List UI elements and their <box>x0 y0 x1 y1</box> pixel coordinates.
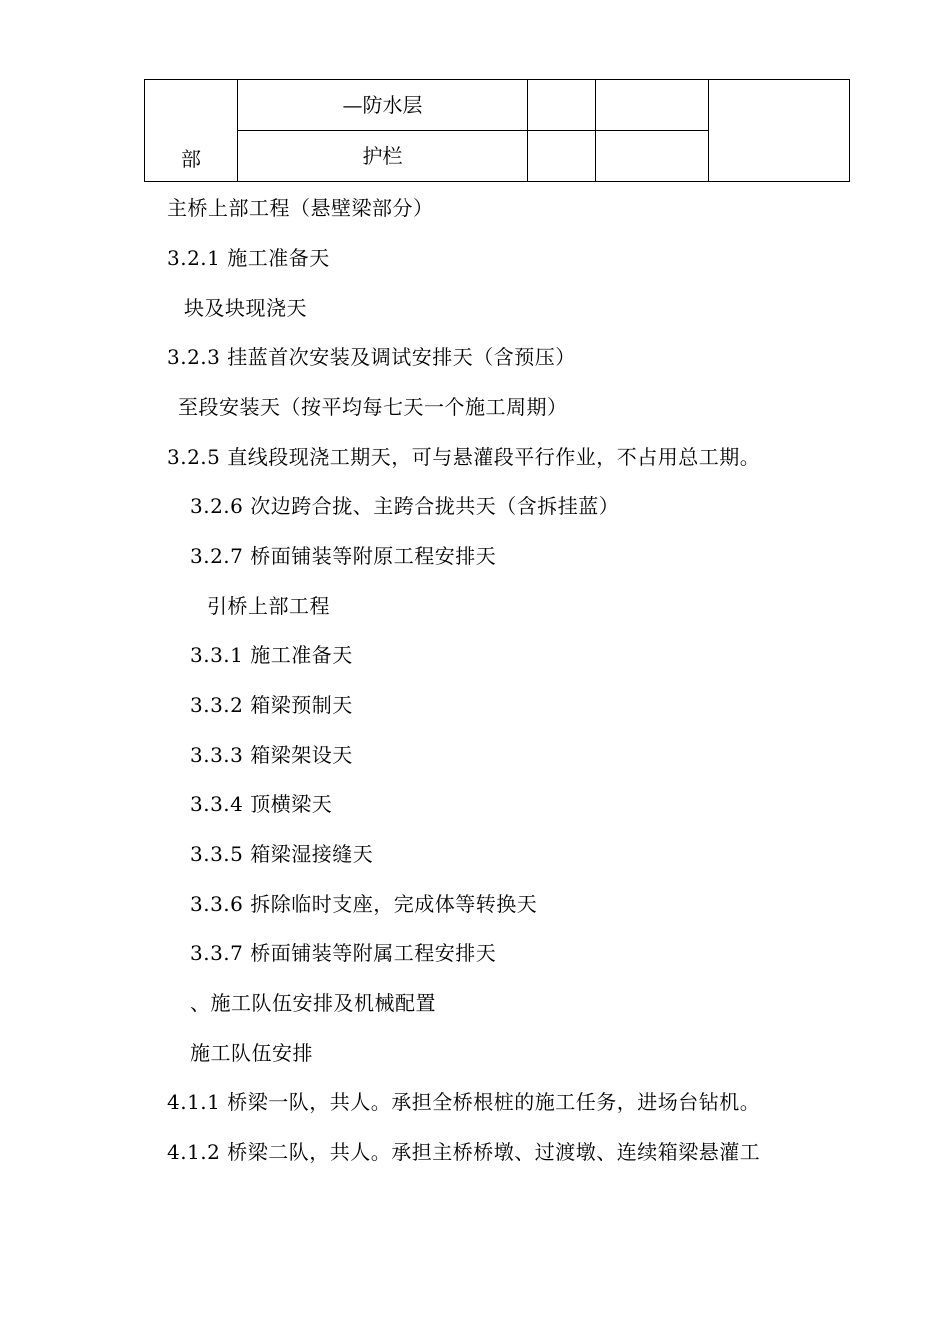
paragraph-line: 3.3.2 箱梁预制天 <box>190 693 353 717</box>
paragraph-line: 3.2.5 直线段现浇工期天，可与悬灌段平行作业，不占用总工期。 <box>167 445 761 469</box>
paragraph-line: 3.2.1 施工准备天 <box>167 246 330 270</box>
table-cell-item: 护栏 <box>238 131 528 182</box>
section-heading: 、施工队伍安排及机械配置 <box>190 991 436 1015</box>
table-cell-empty <box>709 80 850 182</box>
paragraph-line: 3.2.6 次边跨合拢、主跨合拢共天（含拆挂蓝） <box>190 494 620 518</box>
section-heading: 引桥上部工程 <box>207 594 330 618</box>
paragraph-line: 3.3.4 顶横梁天 <box>190 792 333 816</box>
paragraph-line: 3.3.7 桥面铺装等附属工程安排天 <box>190 941 497 965</box>
table-cell-empty <box>596 131 709 182</box>
paragraph-line: 3.3.5 箱梁湿接缝天 <box>190 842 374 866</box>
table-row <box>145 80 850 131</box>
table-cell-item: —防水层 <box>238 80 528 131</box>
paragraph-line: 4.1.1 桥梁一队，共人。承担全桥根桩的施工任务，进场台钻机。 <box>167 1090 761 1114</box>
table-cell-empty <box>528 131 596 182</box>
table-cell-empty <box>596 80 709 131</box>
table-cell-category: 部 <box>145 80 238 182</box>
paragraph-line: 3.3.3 箱梁架设天 <box>190 743 353 767</box>
paragraph-line: 块及块现浇天 <box>184 296 307 320</box>
section-heading: 施工队伍安排 <box>190 1041 313 1065</box>
paragraph-line: 3.3.1 施工准备天 <box>190 643 353 667</box>
paragraph-line: 3.2.7 桥面铺装等附原工程安排天 <box>190 544 497 568</box>
section-heading: 主桥上部工程（悬壁梁部分） <box>167 196 434 220</box>
paragraph-line: 3.3.6 拆除临时支座，完成体等转换天 <box>190 892 538 916</box>
schedule-table <box>144 79 850 182</box>
paragraph-line: 3.2.3 挂蓝首次安装及调试安排天（含预压） <box>167 345 576 369</box>
paragraph-line: 4.1.2 桥梁二队，共人。承担主桥桥墩、过渡墩、连续箱梁悬灌工 <box>167 1140 761 1164</box>
table-cell-empty <box>528 80 596 131</box>
paragraph-line: 至段安装天（按平均每七天一个施工周期） <box>178 395 568 419</box>
